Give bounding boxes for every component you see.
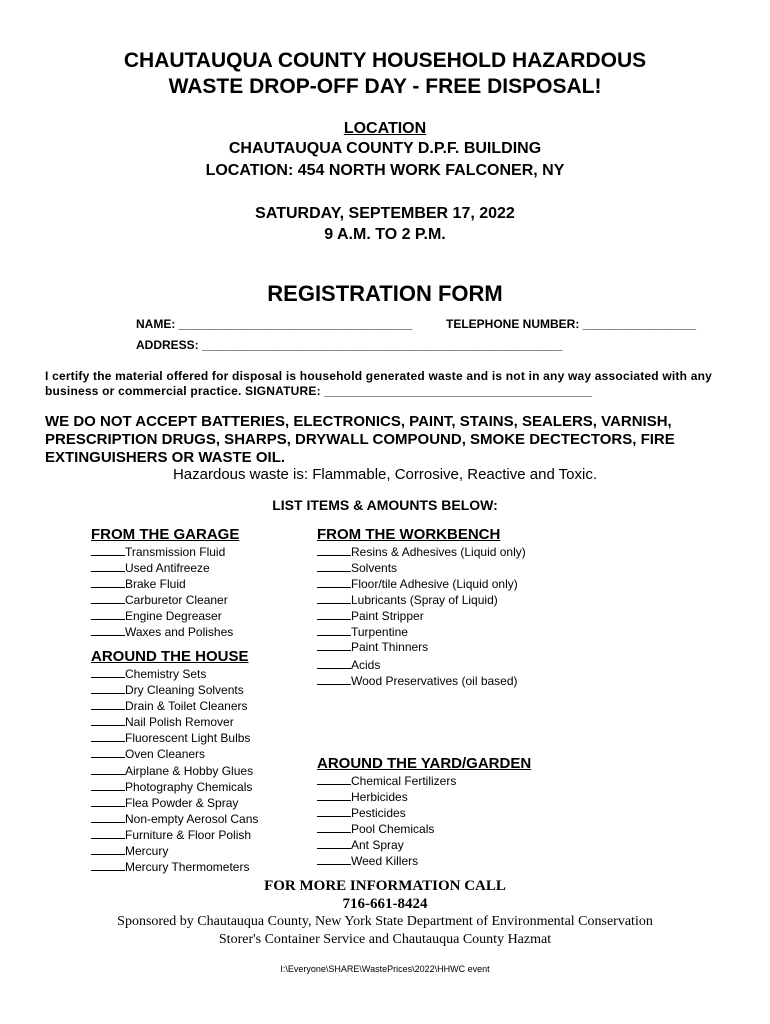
amount-blank[interactable] (317, 544, 351, 556)
amount-blank[interactable] (91, 730, 125, 742)
list-item[interactable] (91, 746, 258, 762)
amount-blank[interactable] (317, 592, 351, 604)
list-item[interactable] (317, 657, 526, 673)
location-address: LOCATION: 454 NORTH WORK FALCONER, NY (205, 162, 565, 179)
item-label: Mercury Thermometers (125, 859, 250, 874)
list-item[interactable] (91, 730, 258, 746)
item-label: Solvents (351, 560, 398, 575)
item-label: Floor/tile Adhesive (Liquid only) (351, 576, 518, 591)
event-time: 9 A.M. TO 2 P.M. (324, 226, 446, 243)
list-item[interactable] (91, 795, 258, 811)
list-item[interactable] (317, 624, 526, 640)
list-item[interactable] (91, 608, 233, 624)
amount-blank[interactable] (317, 608, 351, 620)
item-label: Transmission Fluid (125, 545, 226, 559)
list-item[interactable] (91, 624, 233, 640)
section-heading-garage: FROM THE GARAGE (91, 526, 240, 543)
list-item[interactable] (317, 639, 526, 655)
location-heading: LOCATION (343, 120, 427, 137)
amount-blank[interactable] (91, 624, 125, 636)
item-label: Dry Cleaning Solvents (125, 682, 244, 697)
amount-blank[interactable] (91, 666, 125, 678)
list-item[interactable] (91, 714, 258, 730)
workbench-items-list (317, 544, 526, 689)
item-label: Brake Fluid (125, 576, 186, 591)
list-item[interactable] (91, 544, 233, 560)
list-item[interactable] (91, 763, 258, 779)
amount-blank[interactable] (317, 673, 351, 685)
certification-line-1: I certify the material offered for disposal is household generated waste and is not in any way associated with any (45, 369, 712, 383)
list-item[interactable] (91, 682, 258, 698)
yard-items-list (317, 773, 456, 868)
item-label: Weed Killers (351, 853, 419, 868)
section-heading-yard: AROUND THE YARD/GARDEN (317, 755, 532, 772)
list-item[interactable] (91, 666, 258, 682)
amount-blank[interactable] (91, 859, 125, 871)
item-label: Mercury (125, 843, 169, 858)
amount-blank[interactable] (91, 811, 125, 823)
title-line-1: CHAUTAUQUA COUNTY HOUSEHOLD HAZARDOUS (123, 49, 647, 72)
item-label: Airplane & Hobby Glues (125, 764, 254, 779)
list-item[interactable] (317, 773, 456, 789)
telephone-field[interactable]: TELEPHONE NUMBER: _________________ (446, 317, 697, 331)
garage-items-list (91, 544, 233, 639)
list-item[interactable] (91, 827, 258, 843)
list-item[interactable] (91, 592, 233, 608)
list-item[interactable] (317, 789, 456, 805)
item-label: Flea Powder & Spray (125, 796, 239, 811)
amount-blank[interactable] (91, 746, 125, 758)
amount-blank[interactable] (317, 576, 351, 588)
list-item[interactable] (317, 544, 526, 560)
amount-blank[interactable] (91, 544, 125, 556)
item-label: Acids (351, 658, 381, 673)
amount-blank[interactable] (91, 763, 125, 775)
address-field[interactable]: ADDRESS: ______________________________________________________ (136, 338, 563, 352)
list-item[interactable] (91, 560, 233, 576)
warning-line-1: WE DO NOT ACCEPT BATTERIES, ELECTRONICS, PAINT, STAINS, SEALERS, VARNISH, (45, 413, 672, 430)
list-item[interactable] (317, 673, 526, 689)
name-field[interactable]: NAME: ___________________________________ (136, 317, 413, 331)
sponsor-line-1: Sponsored by Chautauqua County, New York State Department of Environmental Conservation (117, 914, 653, 929)
sponsor-line-2: Storer's Container Service and Chautauqua County Hazmat (218, 932, 552, 947)
list-item[interactable] (317, 560, 526, 576)
item-label: Pool Chemicals (351, 821, 435, 836)
item-label: Pesticides (351, 805, 406, 820)
list-item[interactable] (317, 837, 456, 853)
item-label: Herbicides (351, 789, 408, 804)
amount-blank[interactable] (317, 773, 351, 785)
item-label: Furniture & Floor Polish (125, 828, 252, 843)
amount-blank[interactable] (317, 821, 351, 833)
item-label: Lubricants (Spray of Liquid) (351, 592, 498, 607)
item-label: Chemistry Sets (125, 667, 207, 681)
amount-blank[interactable] (317, 853, 351, 865)
amount-blank[interactable] (91, 592, 125, 604)
amount-blank[interactable] (317, 657, 351, 669)
amount-blank[interactable] (91, 843, 125, 855)
amount-blank[interactable] (91, 682, 125, 694)
list-item[interactable] (91, 859, 258, 875)
location-building: CHAUTAUQUA COUNTY D.P.F. BUILDING (228, 140, 542, 157)
item-label: Wood Preservatives (oil based) (351, 674, 518, 689)
item-label: Resins & Adhesives (Liquid only) (351, 545, 526, 559)
amount-blank[interactable] (91, 714, 125, 726)
list-item[interactable] (317, 805, 456, 821)
list-item[interactable] (91, 698, 258, 714)
list-item[interactable] (317, 821, 456, 837)
list-item[interactable] (317, 853, 456, 869)
section-heading-house: AROUND THE HOUSE (91, 648, 249, 665)
amount-blank[interactable] (317, 789, 351, 801)
amount-blank[interactable] (317, 837, 351, 849)
house-items-list (91, 666, 258, 875)
item-label: Used Antifreeze (125, 560, 210, 575)
not-accepted-warning (45, 413, 745, 467)
amount-blank[interactable] (91, 608, 125, 620)
more-info-label: FOR MORE INFORMATION CALL (264, 878, 506, 894)
registration-form-title: REGISTRATION FORM (267, 281, 503, 306)
amount-blank[interactable] (317, 560, 351, 572)
warning-line-3: EXTINGUISHERS OR WASTE OIL. (45, 449, 286, 466)
amount-blank[interactable] (91, 795, 125, 807)
item-label: Turpentine (351, 624, 408, 639)
amount-blank[interactable] (91, 827, 125, 839)
file-path: I:\Everyone\SHARE\WastePrices\2022\HHWC event (280, 964, 490, 974)
list-item[interactable] (91, 576, 233, 592)
warning-line-2: PRESCRIPTION DRUGS, SHARPS, DRYWALL COMPOUND, SMOKE DECTECTORS, FIRE (45, 431, 675, 448)
list-item[interactable] (317, 608, 526, 624)
section-heading-workbench: FROM THE WORKBENCH (317, 526, 501, 543)
amount-blank[interactable] (91, 560, 125, 572)
item-label: Engine Degreaser (125, 608, 222, 623)
event-date: SATURDAY, SEPTEMBER 17, 2022 (255, 205, 515, 222)
amount-blank[interactable] (317, 639, 351, 651)
item-label: Drain & Toilet Cleaners (125, 698, 248, 713)
item-label: Waxes and Polishes (125, 624, 234, 639)
list-item[interactable] (317, 592, 526, 608)
list-item[interactable] (91, 779, 258, 795)
item-label: Paint Thinners (351, 640, 429, 655)
signature-field[interactable]: business or commercial practice. SIGNATURE: _______________________________________ (45, 384, 593, 398)
amount-blank[interactable] (91, 576, 125, 588)
item-label: Non-empty Aerosol Cans (125, 812, 259, 827)
item-label: Oven Cleaners (125, 746, 206, 761)
amount-blank[interactable] (317, 805, 351, 817)
item-label: Carburetor Cleaner (125, 592, 228, 607)
certification-statement (45, 369, 735, 399)
list-item[interactable] (317, 576, 526, 592)
amount-blank[interactable] (91, 779, 125, 791)
item-label: Paint Stripper (351, 608, 424, 623)
item-label: Ant Spray (351, 837, 404, 852)
title-line-2: WASTE DROP-OFF DAY - FREE DISPOSAL! (168, 75, 602, 98)
item-label: Nail Polish Remover (125, 714, 234, 729)
hazard-definition: Hazardous waste is: Flammable, Corrosive, Reactive and Toxic. (172, 466, 598, 483)
list-heading: LIST ITEMS & AMOUNTS BELOW: (272, 497, 498, 513)
item-label: Fluorescent Light Bulbs (125, 730, 251, 745)
list-item[interactable] (91, 811, 258, 827)
amount-blank[interactable] (91, 698, 125, 710)
info-phone-number: 716-661-8424 (342, 896, 428, 912)
list-item[interactable] (91, 843, 258, 859)
amount-blank[interactable] (317, 624, 351, 636)
item-label: Photography Chemicals (125, 780, 253, 795)
item-label: Chemical Fertilizers (351, 774, 457, 788)
